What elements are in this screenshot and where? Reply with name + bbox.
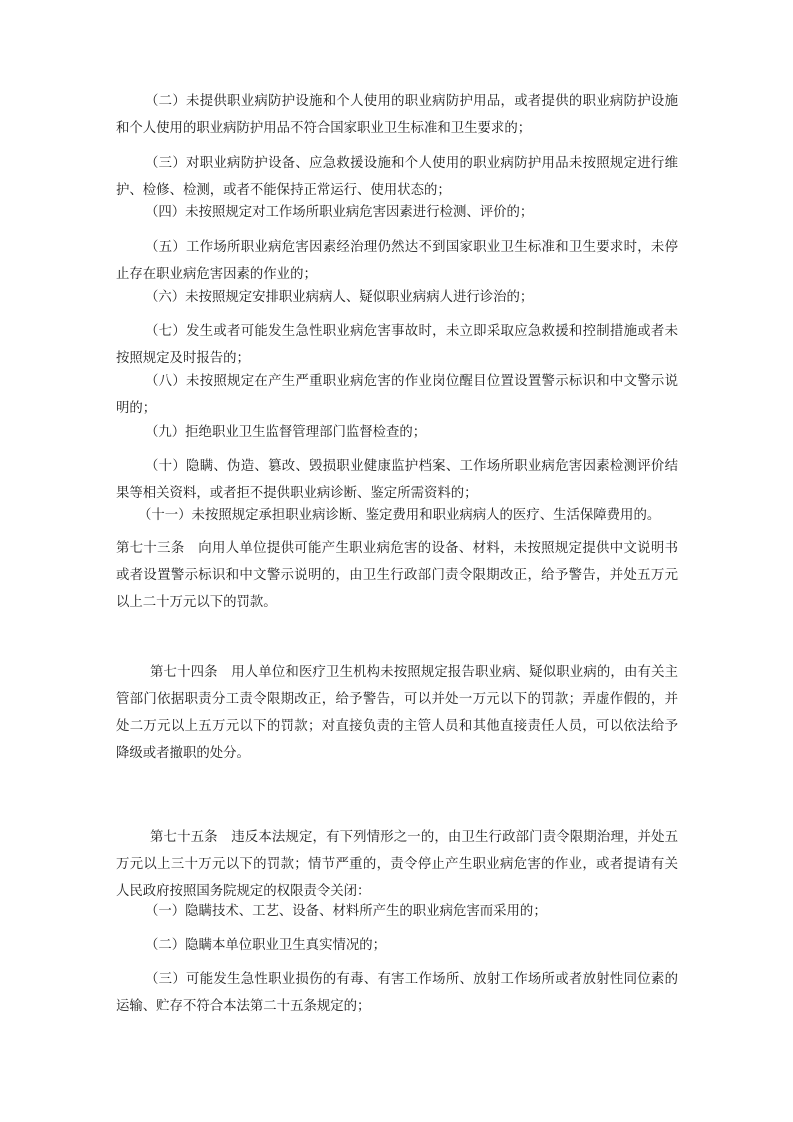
article-73: 第七十三条 向用人单位提供可能产生职业病危害的设备、材料，未按照规定提供中文说明书或者设置警示标识和中文警示说明的，由卫生行政部门责令限期改正，给予警告，并处五万元以上二十万元以下的罚款。 bbox=[116, 541, 678, 610]
article-74: 第七十四条 用人单位和医疗卫生机构未按照规定报告职业病、疑似职业病的，由有关主管部门依据职责分工责令限期改正，给予警告，可以并处一万元以下的罚款；弄虚作假的，并处二万元以上五万元以下的罚款；对直接负责的主管人员和其他直接责任人员，可以依法给予降级或者撤职的处分。 bbox=[116, 665, 678, 761]
paragraph-item-11: （十一）未按照规定承担职业病诊断、鉴定费用和职业病病人的医疗、生活保障费用的。 bbox=[138, 508, 661, 523]
paragraph-item-75-1: （一）隐瞒技术、工艺、设备、材料所产生的职业病危害而采用的； bbox=[145, 904, 547, 919]
paragraph-item-75-3: （三）可能发生急性职业损伤的有毒、有害工作场所、放射工作场所或者放射性同位素的运输、贮存不符合本法第二十五条规定的； bbox=[116, 972, 678, 1014]
article-75: 第七十五条 违反本法规定，有下列情形之一的，由卫生行政部门责令限期治理，并处五万元以上三十万元以下的罚款；情节严重的，责令停止产生职业病危害的作业，或者提请有关人民政府按照国务院规定的权限责令关闭： bbox=[116, 830, 678, 899]
paragraph-item-10: （十）隐瞒、伪造、篡改、毁损职业健康监护档案、工作场所职业病危害因素检测评价结果等相关资料，或者拒不提供职业病诊断、鉴定所需资料的； bbox=[116, 459, 678, 501]
paragraph-item-5: （五）工作场所职业病危害因素经治理仍然达不到国家职业卫生标准和卫生要求时，未停止存在职业病危害因素的作业的； bbox=[116, 240, 678, 282]
paragraph-item-9: （九）拒绝职业卫生监督管理部门监督检查的； bbox=[145, 425, 427, 440]
paragraph-item-4: （四）未按照规定对工作场所职业病危害因素进行检测、评价的； bbox=[145, 205, 534, 220]
paragraph-item-8: （八）未按照规定在产生严重职业病危害的作业岗位醒目位置设置警示标识和中文警示说明的； bbox=[116, 374, 678, 416]
paragraph-item-2: （二）未提供职业病防护设施和个人使用的职业病防护用品，或者提供的职业病防护设施和个人使用的职业病防护用品不符合国家职业卫生标准和卫生要求的； bbox=[116, 94, 678, 136]
paragraph-item-6: （六）未按照规定安排职业病病人、疑似职业病病人进行诊治的； bbox=[145, 290, 534, 305]
paragraph-item-75-2: （二）隐瞒本单位职业卫生真实情况的； bbox=[145, 938, 387, 953]
paragraph-item-3: （三）对职业病防护设备、应急救援设施和个人使用的职业病防护用品未按照规定进行维护、检修、检测，或者不能保持正常运行、使用状态的； bbox=[116, 156, 678, 198]
paragraph-item-7: （七）发生或者可能发生急性职业病危害事故时，未立即采取应急救援和控制措施或者未按照规定及时报告的； bbox=[116, 324, 678, 366]
